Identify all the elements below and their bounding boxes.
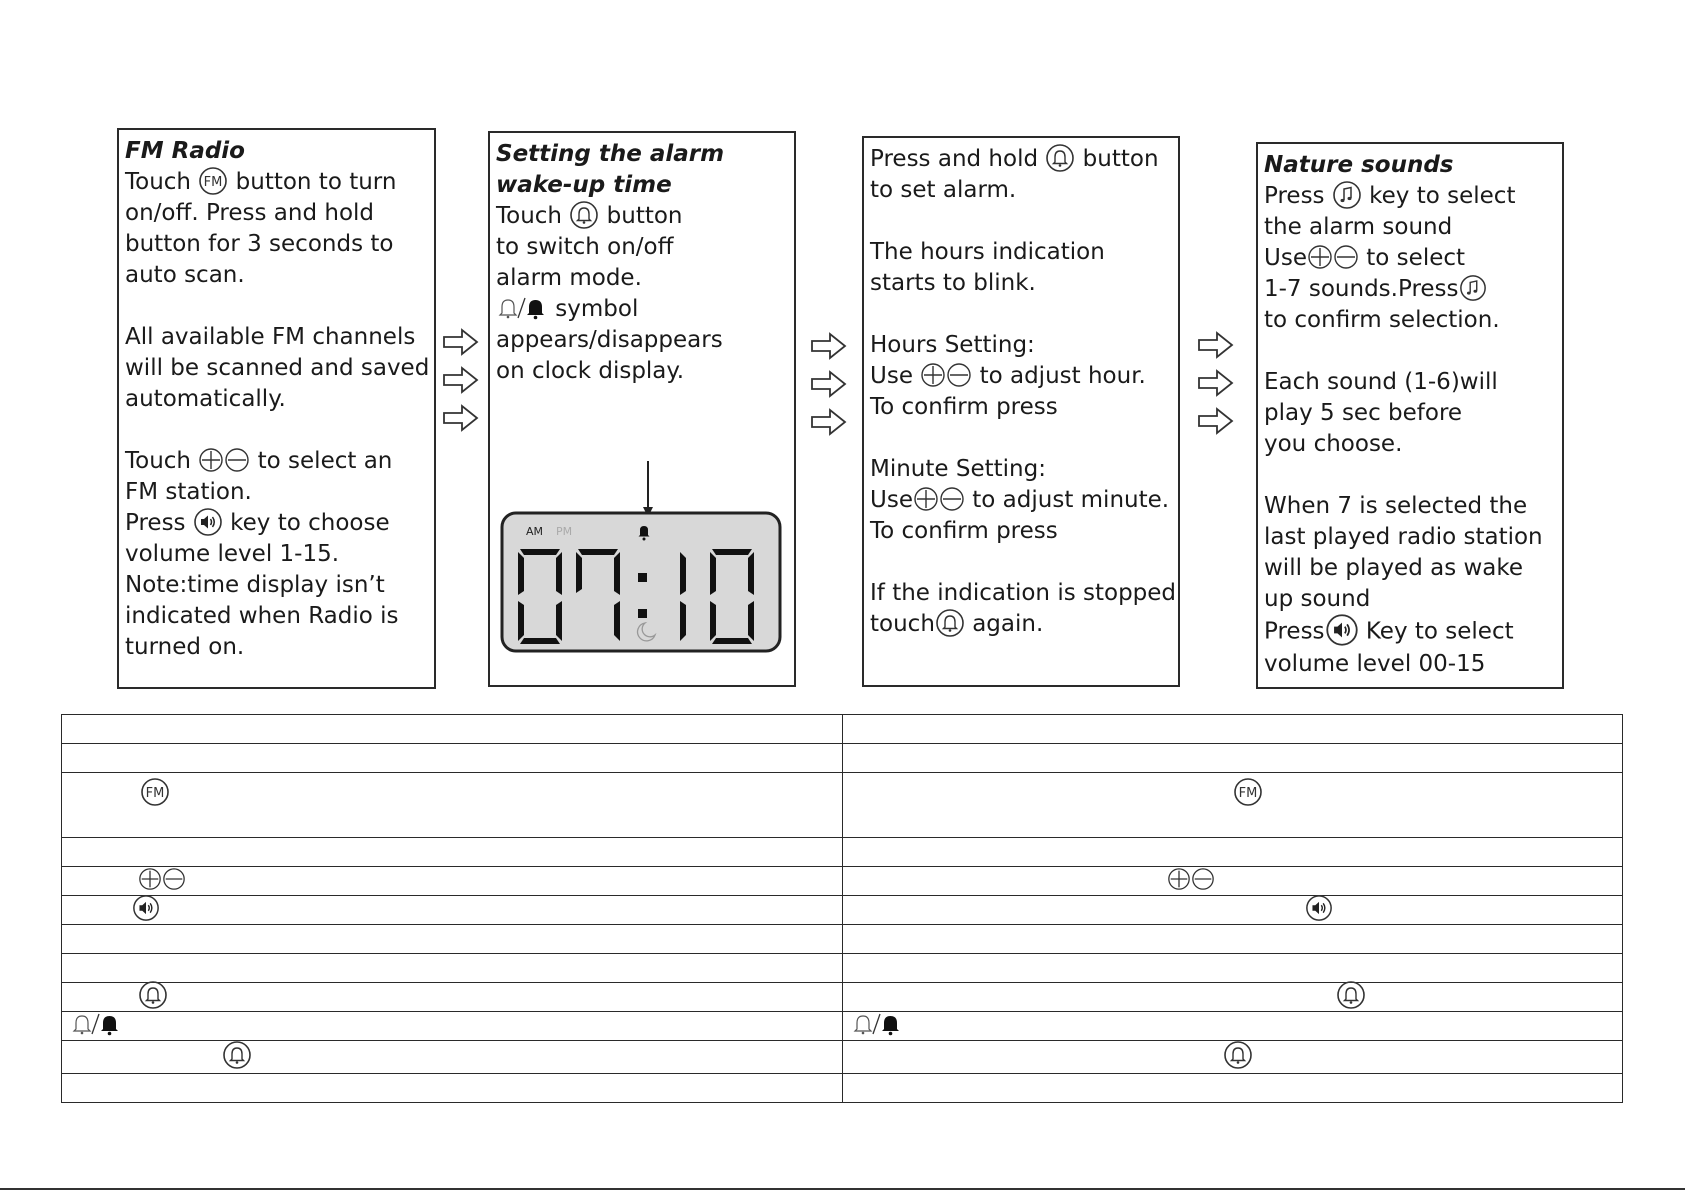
table-row: [62, 867, 1623, 896]
bell-icon: [1223, 1040, 1253, 1074]
table-row: [62, 1012, 1623, 1041]
table-row: [62, 954, 1623, 983]
table-row: [62, 925, 1623, 954]
fm-icon: [1233, 777, 1263, 811]
music-note-icon: [1459, 274, 1487, 302]
arrow-right-icon: [1197, 406, 1235, 436]
bell-on-off-icon: [851, 1010, 903, 1042]
fm-icon: [140, 777, 170, 811]
arrow-group-2: [810, 331, 848, 445]
table-row: [62, 1041, 1623, 1074]
arrow-right-icon: [810, 407, 848, 437]
volume-icon: [193, 507, 223, 537]
table-row: [62, 896, 1623, 925]
bell-icon: [569, 200, 599, 230]
bell-icon: [1045, 143, 1075, 173]
alarm-title-line1: Setting the alarm: [496, 141, 725, 167]
table-cell: [842, 715, 1623, 744]
page-bottom-rule: [0, 1188, 1685, 1190]
table-cell: [62, 1041, 843, 1074]
arrow-group-1: [442, 327, 480, 441]
music-note-icon: [1332, 180, 1362, 210]
lcd-pm-label: PM: [556, 525, 573, 538]
table-row: [62, 983, 1623, 1012]
bell-icon: [222, 1040, 252, 1074]
nature-sounds-title: Nature sounds: [1264, 152, 1454, 178]
table-cell: [62, 925, 843, 954]
table-cell: [842, 896, 1623, 925]
minus-icon: [946, 362, 972, 388]
table-cell: [842, 867, 1623, 896]
alarm-title-line2: wake-up time: [496, 172, 672, 198]
table-cell: [842, 925, 1623, 954]
minus-icon: [939, 486, 965, 512]
table-cell: [62, 744, 843, 773]
table-cell: [842, 838, 1623, 867]
plus-icon: [1307, 244, 1333, 270]
volume-icon: [132, 894, 160, 926]
bell-on-off-icon: [496, 294, 548, 322]
arrow-right-icon: [810, 369, 848, 399]
bell-icon: [935, 608, 965, 638]
plus-icon: [198, 447, 224, 473]
arrow-right-icon: [810, 331, 848, 361]
volume-icon: [1325, 613, 1359, 647]
table-cell: [62, 715, 843, 744]
alarm-time-panel: Setting the alarm wake-up time Touch button to switch on/off alarm mode. symbol appears/disappears on clock display. AM PM: [488, 131, 796, 687]
table-cell: [62, 867, 843, 896]
plus-minus-icon: [1167, 867, 1215, 895]
lcd-clock-display: [500, 511, 782, 653]
arrow-right-icon: [442, 327, 480, 357]
table-cell: [842, 983, 1623, 1012]
arrow-right-icon: [442, 365, 480, 395]
table-cell: [842, 954, 1623, 983]
fm-radio-panel: FM Radio Touch button to turn on/off. Press and hold button for 3 seconds to auto scan. All available FM channels will be scanned and saved automatically. Touch to select an FM station. Press key to choose volume level 1-15. Note:time display isn’t indicated when Radio is turned on.: [117, 128, 436, 689]
table-cell: [842, 744, 1623, 773]
table-cell: [842, 1041, 1623, 1074]
bell-icon: [138, 980, 168, 1014]
arrow-right-icon: [442, 403, 480, 433]
fm-icon: [198, 166, 228, 196]
arrow-right-icon: [1197, 368, 1235, 398]
table-cell: [842, 1012, 1623, 1041]
table-cell: [842, 1074, 1623, 1103]
table-row: [62, 744, 1623, 773]
table-row: [62, 1074, 1623, 1103]
bell-icon: [1336, 980, 1366, 1014]
table-cell: [62, 896, 843, 925]
lcd-am-label: AM: [526, 525, 544, 538]
table-cell: [62, 838, 843, 867]
minus-icon: [224, 447, 250, 473]
table-cell: [62, 773, 843, 838]
volume-icon: [1305, 894, 1333, 926]
translation-table: [61, 714, 1623, 1103]
fm-radio-title: FM Radio: [125, 138, 245, 164]
bell-on-off-icon: [70, 1010, 122, 1042]
set-alarm-panel: Press and hold button to set alarm. The hours indication starts to blink. Hours Setting: Use to adjust hour. To confirm press Minute Setting: Use to adjust minute. To confirm press If the indication is stopped touch again.: [862, 136, 1180, 687]
table-cell: [62, 954, 843, 983]
plus-icon: [913, 486, 939, 512]
plus-icon: [920, 362, 946, 388]
arrow-group-3: [1197, 330, 1235, 444]
plus-minus-icon: [138, 867, 186, 895]
table-row: [62, 838, 1623, 867]
table-cell: [62, 983, 843, 1012]
table-row: [62, 715, 1623, 744]
table-cell: [842, 773, 1623, 838]
nature-sounds-panel: Nature sounds Press key to select the alarm sound Use to select 1-7 sounds.Press to confirm selection. Each sound (1-6)will play 5 sec before you choose. When 7 is selected the last played radio station will be played as wake up sound Press Key to select volume level 00-15: [1256, 142, 1564, 689]
table-cell: [62, 1074, 843, 1103]
arrow-right-icon: [1197, 330, 1235, 360]
minus-icon: [1333, 244, 1359, 270]
table-row: [62, 773, 1623, 838]
table-cell: [62, 1012, 843, 1041]
